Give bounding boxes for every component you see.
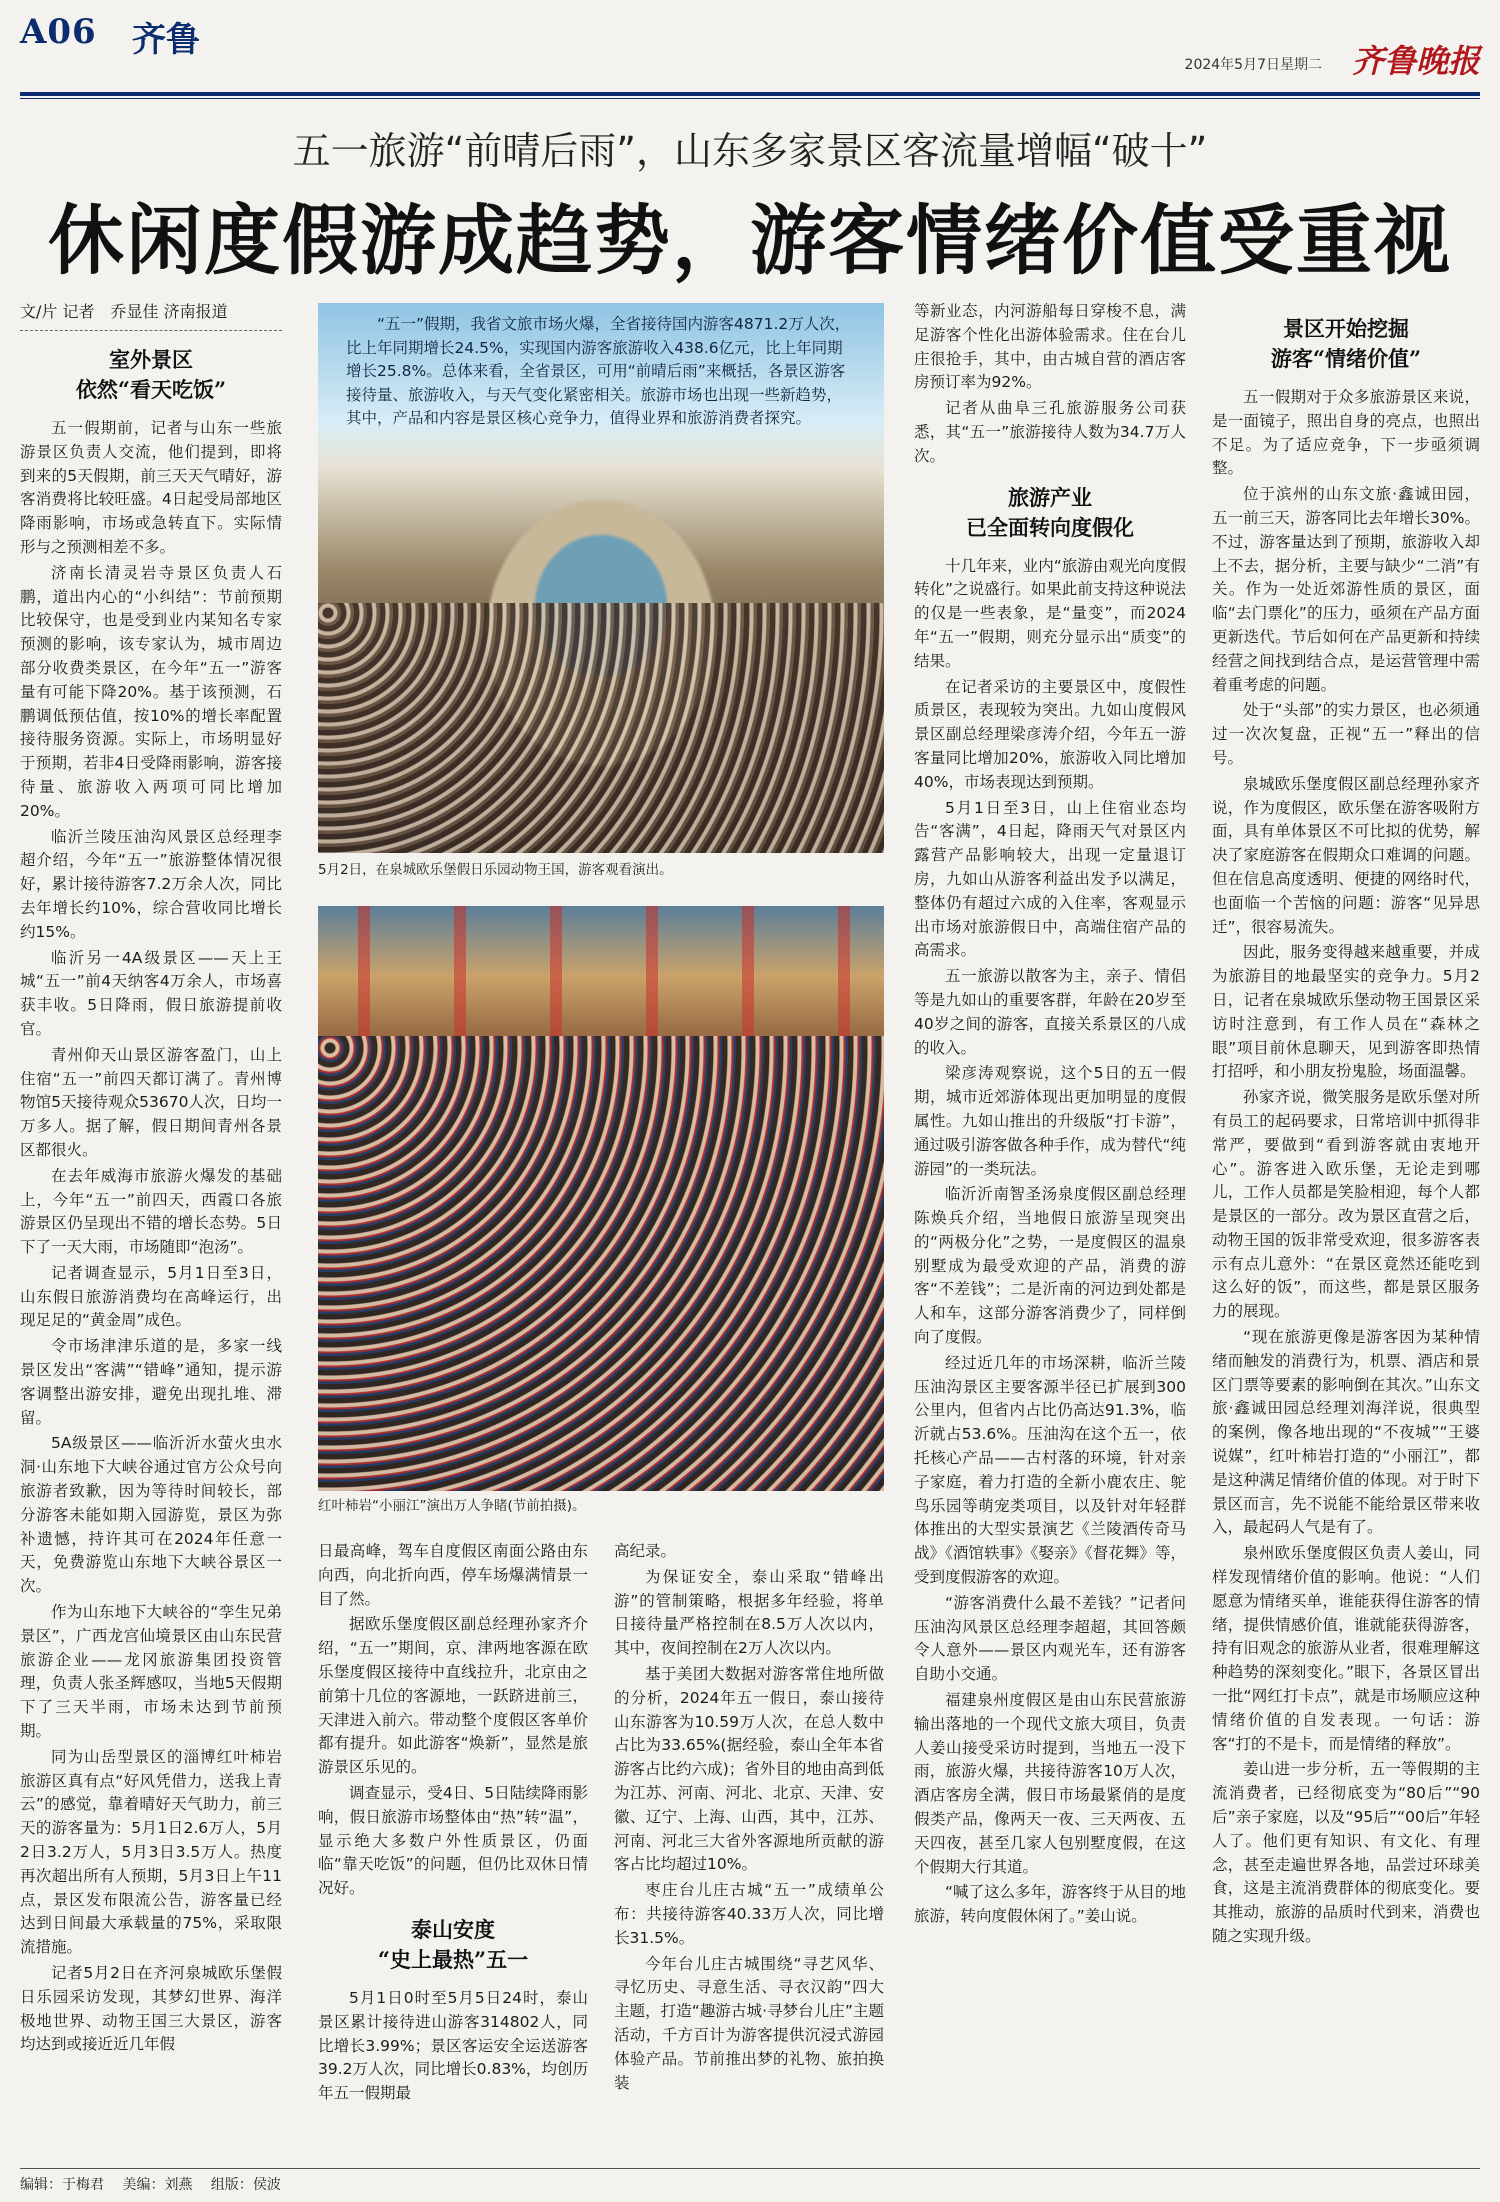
paragraph: 因此，服务变得越来越重要，并成为旅游目的地最坚实的竞争力。5月2日，记者在泉城欧乐堡动物王国景区采访时注意到，有工作人员在“森林之眼”项目前休息聊天，见到游客即热情打招呼，和小朋友扮鬼脸，场面温馨。 (1212, 943, 1480, 1081)
paragraph: 记者从曲阜三孔旅游服务公司获悉，其“五一”旅游接待人数为34.7万人次。 (914, 399, 1186, 465)
paragraph: 调查显示，受4日、5日陆续降雨影响，假日旅游市场整体由“热”转“温”，显示绝大多数户外性质景区，仍面临“靠天吃饭”的问题，但仍比双休日情况好。 (318, 1783, 588, 1898)
photo-caption-1: 5月2日，在泉城欧乐堡假日乐园动物王国，游客观看演出。 (318, 862, 673, 878)
photo-overlay-text: “五一”假期，我省文旅市场火爆，全省接待国内游客4871.2万人次，比上年同期增长24.5%，实现国内游客旅游收入438.6亿元，比上年同期增长25.8%。总体来看，全省景区，可用“前晴后雨”来概括，各景区游客接待量、旅游收入，与天气变化紧密相关。旅游市场也出现一些新趋势，其中，产品和内容是景区核心竞争力，值得业界和旅游消费者探究。 (346, 315, 851, 427)
paragraph: 作为山东地下大峡谷的“孪生兄弟景区”，广西龙宫仙境景区由山东民营旅游企业——龙冈旅游集团投资管理，负责人张圣辉感叹，当地5天假期下了三天半雨，市场未达到节前预期。 (20, 1603, 282, 1741)
newspaper-logo: 齐鲁晚报 (1351, 42, 1480, 80)
paragraph: 济南长清灵岩寺景区负责人石鹏，道出内心的“小纠结”：节前预期比较保守，也是受到业内某知名专家预测的影响，该专家认为，城市周边部分收费类景区，在今年“五一”游客量有可能下降20%。基于该预测，石鹏调低预估值，按10%的增长率配置接待服务资源。实际上，市场明显好于预期，若非4日受降雨影响，游客接待量、旅游收入两项可同比增加20%。 (20, 563, 282, 820)
photo-crowd (318, 1036, 884, 1491)
paragraph: “游客消费什么最不差钱？”记者问压油沟风景区总经理李超超，其回答颇令人意外——景区内观光车，还有游客自助小交通。 (914, 1593, 1186, 1684)
paragraph: “喊了这么多年，游客终于从目的地旅游，转向度假休闲了。”姜山说。 (914, 1883, 1186, 1926)
paragraph: 5月1日0时至5月5日24时，泰山景区累计接待进山游客314802人，同比增长3.99%；景区客运安全运送游客39.2万人次，同比增长0.83%，均创历年五一假期最 (318, 1988, 588, 2103)
paragraph: 五一假期对于众多旅游景区来说，是一面镜子，照出自身的亮点，也照出不足。为了适应竞争，下一步亟须调整。 (1212, 388, 1480, 478)
paragraph: 同为山岳型景区的淄博红叶柿岩旅游区真有点“好风凭借力，送我上青云”的感觉，靠着晴好天气助力，前三天的游客量为：5月1日2.6万人，5月2日3.2万人，5月3日3.5万人。热度再次超出所有人预期，5月3日上午11点，景区发布限流公告，游客量已经达到日间最大承载量的75%，采取限流措施。 (20, 1747, 282, 1957)
paragraph: 经过近几年的市场深耕，临沂兰陵压油沟景区主要客源半径已扩展到300公里内，但省内占比仍高达91.3%，临沂就占53.6%。压油沟在这个五一，依托核心产品——古村落的环境，针对亲子家庭，着力打造的全新小鹿农庄、鸵鸟乐园等萌宠类项目，以及针对年轻群体推出的大型实景演艺《兰陵酒传奇马战》《酒馆轶事》《娶亲》《督花舞》等，受到度假游客的欢迎。 (914, 1353, 1186, 1587)
paragraph: 5A级景区——临沂沂水萤火虫水洞·山东地下大峡谷通过官方公众号向旅游者致歉，因为等待时间较长，部分游客未能如期入园游览，景区为弥补遗憾，持许其可在2024年任意一天，免费游览山东地下大峡谷景区一次。 (20, 1434, 282, 1596)
paragraph: 记者5月2日在齐河泉城欧乐堡假日乐园采访发现，其梦幻世界、海洋极地世界、动物王国三大景区，游客均达到或接近近几年假 (20, 1964, 282, 2054)
paragraph: 在记者采访的主要景区中，度假性质景区，表现较为突出。九如山度假风景区副总经理梁彦涛介绍，今年五一游客量同比增加20%，旅游收入同比增加40%，市场表现达到预期。 (914, 677, 1186, 791)
section-subhead-emotion: 景区开始挖掘 游客“情绪价值” (1270, 316, 1422, 371)
footer-rule (20, 2168, 1480, 2169)
masthead-rule-thin (20, 98, 1480, 99)
photo-zoo-performance (318, 303, 884, 853)
paragraph: 基于美团大数据对游客常住地所做的分析，2024年五一假日，泰山接待山东游客为10.59万人次，在总人数中占比为33.65%(据经验，泰山全年本省游客占比约六成)；省外目的地由高到低为江苏、河南、河北、北京、天津、安徽、辽宁、上海、山西，其中，江苏、河南、河北三大省外客源地所贡献的游客占比均超过10%。 (614, 1664, 884, 1874)
column-1 (20, 300, 282, 2160)
article-headline: 休闲度假游成趋势，游客情绪价值受重视 (48, 196, 1452, 285)
paragraph: 临沂沂南智圣汤泉度假区副总经理陈焕兵介绍，当地假日旅游呈现突出的“两极分化”之势，一是度假区的温泉别墅成为最受欢迎的产品，消费的游客“不差钱”；二是沂南的河边到处都是人和车，这部分游客消费少了，同样倒向了度假。 (914, 1185, 1186, 1347)
issue-date: 2024年5月7日 (1184, 57, 1280, 73)
paragraph: 高纪录。 (614, 1542, 677, 1560)
footer-editor: 编辑：于梅君 (20, 2177, 104, 2193)
paragraph: 孙家齐说，微笑服务是欧乐堡对所有员工的起码要求，日常培训中抓得非常严，要做到“看到游客就由衷地开心”。游客进入欧乐堡，无论走到哪儿，工作人员都是笑脸相迎，每个人都是景区的一部分。改为景区直营之后，动物王国的饭非常受欢迎，很多游客表示有点儿意外：“在景区竟然还能吃到这么好的饭”，而这些，都是景区服务力的展现。 (1212, 1088, 1480, 1321)
section-subhead-vacation: 旅游产业 已全面转向度假化 (966, 484, 1134, 540)
column-2-bottom (318, 1540, 588, 2160)
masthead-rule (20, 92, 1480, 96)
section-subhead-1: 室外景区 依然“看天吃饭” (75, 347, 227, 402)
paragraph: 临沂兰陵压油沟风景区总经理李超介绍，今年“五一”旅游整体情况很好，累计接待游客7.2万余人次，同比去年增长约10%，综合营收同比增长约15%。 (20, 827, 282, 941)
paragraph: 福建泉州度假区是由山东民营旅游输出落地的一个现代文旅大项目，负责人姜山接受采访时提到，当地五一没下雨，旅游火爆，共接待游客10万人次，酒店客房全满，假日市场最紧俏的是度假类产品，像两天一夜、三天两夜、五天四夜，甚至几家人包别墅度假，在这个假期大行其道。 (914, 1691, 1186, 1876)
paragraph: 记者调查显示，5月1日至3日，山东假日旅游消费均在高峰运行，出现足足的“黄金周”成色。 (20, 1263, 282, 1330)
photo-audience-crowd (318, 603, 884, 853)
paragraph: 为保证安全，泰山采取“错峰出游”的管制策略，根据多年经验，将单日接待量严格控制在8.5万人次以内，其中，夜间控制在2万人次以内。 (614, 1567, 884, 1658)
paragraph: 五一旅游以散客为主，亲子、情侣等是九如山的重要客群，年龄在20岁至40岁之间的游客，直接关系景区的八成的收入。 (914, 967, 1186, 1057)
photo-crowd-show (318, 906, 884, 1491)
page-number: A06 (20, 12, 97, 52)
paragraph: 日最高峰，驾车自度假区南面公路由东向西，向北折向西，停车场爆满情景一目了然。 (318, 1542, 588, 1608)
paragraph: 等新业态，内河游船每日穿梭不息，满足游客个性化出游体验需求。住在台儿庄很抢手，其中，由古城自营的酒店客房预订率为92%。 (914, 302, 1186, 392)
photo-caption-2: 红叶柿岩“小丽江”演出万人争睹(节前拍摄)。 (318, 1498, 586, 1514)
paragraph: 位于滨州的山东文旅·鑫诚田园，五一前三天，游客同比去年增长30%。不过，游客量达到了预期，旅游收入却上不去，据分析，主要与缺少“二消”有关。作为一处近郊游性质的景区，面临“去门票化”的压力，亟须在产品方面更新迭代。节后如何在产品更新和持续经营之间找到结合点，是运营管理中需着重考虑的问题。 (1212, 485, 1480, 694)
column-3-bottom (614, 1540, 884, 2160)
article-subheadline: 五一旅游“前晴后雨”，山东多家景区客流量增幅“破十” (292, 129, 1208, 173)
masthead (20, 8, 1480, 92)
paragraph: 临沂另一4A级景区——天上王城“五一”前4天纳客4万余人，市场喜获丰收。5日降雨，假日旅游提前收官。 (20, 948, 282, 1038)
issue-weekday: 星期二 (1280, 57, 1322, 73)
section-name: 齐鲁 (132, 20, 200, 60)
paragraph: 泉城欧乐堡度假区副总经理孙家齐说，作为度假区，欧乐堡在游客吸附方面，具有单体景区不可比拟的优势，解决了家庭游客在假期众口难调的问题。但在信息高度透明、便捷的网络时代，也面临一个苦恼的问题：游客“见异思迁”，很容易流失。 (1212, 774, 1480, 936)
paragraph: 五一假期前，记者与山东一些旅游景区负责人交流，他们提到，即将到来的5天假期，前三天天气晴好，游客消费将比较旺盛。4日起受局部地区降雨影响，市场或急转直下。实际情形与之预测相差不多。 (20, 419, 282, 556)
page-footer (20, 2174, 295, 2194)
paragraph: 5月1日至3日，山上住宿业态均告“客满”，4日起，降雨天气对景区内露营产品影响较大，出现一定量退订房，九如山从游客利益出发予以满足，整体仍有超过六成的入住率，客观显示出市场对旅游假日中，高端住宿产品的高需求。 (914, 798, 1186, 960)
paragraph: 姜山进一步分析，五一等假期的主流消费者，已经彻底变为“80后”“90后”亲子家庭，以及“95后”“00后”年轻人了。他们更有知识、有文化、有理念，甚至走遍世界各地，品尝过环球美食，这是主流消费群体的彻底变化。要其推动，旅游的品质时代到来，消费也随之实现升级。 (1212, 1760, 1480, 1945)
paragraph: 今年台儿庄古城围绕“寻艺风华、寻忆历史、寻意生活、寻衣汉韵”四大主题，打造“趣游古城·寻梦台儿庄”主题活动，千方百计为游客提供沉浸式游园体验产品。节前推出梦的礼物、旅拍换装 (614, 1954, 884, 2092)
paragraph: 处于“头部”的实力景区，也必须通过一次次复盘，正视“五一”释出的信号。 (1212, 701, 1480, 767)
column-3 (914, 300, 1186, 2160)
paragraph: 梁彦涛观察说，这个5日的五一假期，城市近郊游体现出更加明显的度假属性。九如山推出的升级版“打卡游”，通过吸引游客做各种手作，成为替代“纯游园”的一类玩法。 (914, 1064, 1186, 1178)
paragraph: 据欧乐堡度假区副总经理孙家齐介绍，“五一”期间，京、津两地客源在欧乐堡度假区接待中直线拉升，北京由之前第十几位的客源地，一跃跻进前三，天津进入前六。带动整个度假区客单价都有提升。如此游客“焕新”，显然是旅游景区乐见的。 (318, 1615, 588, 1777)
paragraph: 泉州欧乐堡度假区负责人姜山，同样发现情绪价值的影响。他说：“人们愿意为情绪买单，谁能获得住游客的情绪，提供情感价值，谁就能获得游客，持有旧观念的旅游从业者，很难理解这种趋势的深刻变化。”眼下，各景区冒出一批“网红打卡点”，就是市场顺应这种情绪价值的自发表现。一句话：游客“打的不是卡，而是情绪的释放”。 (1212, 1544, 1480, 1753)
paragraph: 在去年威海市旅游火爆发的基础上，今年“五一”前四天，西霞口各旅游景区仍呈现出不错的增长态势。5日下了一天大雨，市场随即“泡汤”。 (20, 1166, 282, 1257)
photo-lanterns (318, 906, 884, 1036)
column-4 (1212, 300, 1480, 2160)
footer-designer: 美编：刘燕 (122, 2177, 193, 2193)
paragraph: 枣庄台儿庄古城“五一”成绩单公布：共接待游客40.33万人次，同比增长31.5%。 (614, 1881, 884, 1947)
paragraph: 青州仰天山景区游客盈门，山上住宿“五一”前四天都订满了。青州博物馆5天接待观众53670人次，日均一万多人。据了解，假日期间青州各景区都很火。 (20, 1045, 282, 1159)
byline: 文/片 记者 乔显佳 济南报道 (20, 300, 282, 331)
footer-layout: 组版：侯波 (210, 2177, 281, 2193)
section-subhead-taishan: 泰山安度 “史上最热”五一 (377, 1916, 529, 1972)
paragraph: “现在旅游更像是游客因为某种情绪而触发的消费行为，机票、酒店和景区门票等要素的影响倒在其次。”山东文旅·鑫诚田园总经理刘海洋说，很典型的案例，像各地出现的“不夜城”“王婆说媒”，红叶柿岩打造的“小丽江”，都是这种满足情绪价值的体现。对于时下景区而言，先不说能不能给景区带来收入，最起码人气是有了。 (1212, 1328, 1480, 1537)
paragraph: 十几年来，业内“旅游由观光向度假转化”之说盛行。如果此前支持这种说法的仅是一些表象，是“量变”，而2024年“五一”假期，则充分显示出“质变”的结果。 (914, 556, 1186, 670)
paragraph: 令市场津津乐道的是，多家一线景区发出“客满”“错峰”通知，提示游客调整出游安排，避免出现扎堆、滞留。 (20, 1337, 282, 1427)
